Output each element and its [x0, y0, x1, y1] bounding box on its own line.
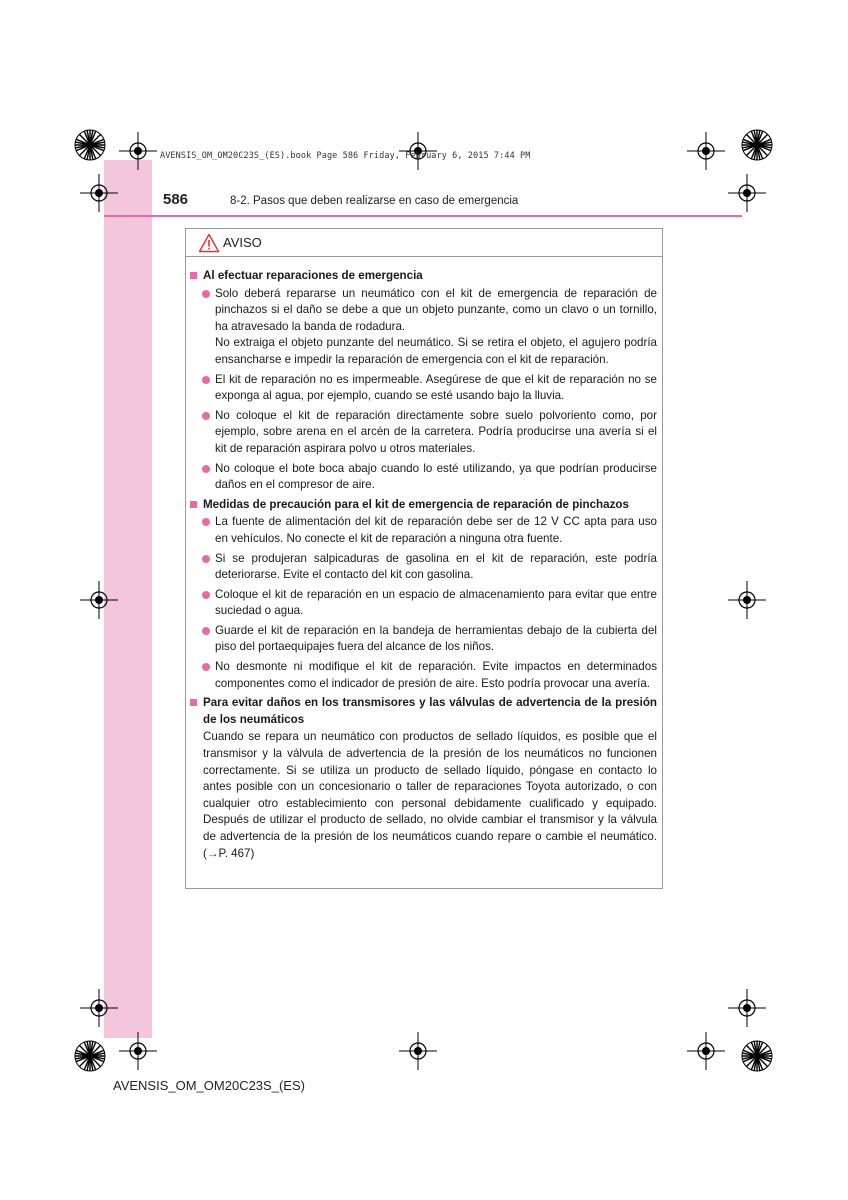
notice-header [186, 229, 662, 257]
circle-bullet-icon [202, 376, 210, 384]
circle-bullet-icon [202, 518, 210, 526]
warning-triangle-icon [198, 233, 220, 253]
square-bullet-icon [190, 272, 197, 279]
header-rule [104, 215, 742, 217]
section-heading: Al efectuar reparaciones de emergencia [190, 268, 657, 285]
square-bullet-icon [190, 501, 197, 508]
circle-bullet-icon [202, 555, 210, 563]
section-paragraph: Cuando se repara un neumático con productos de sellado líquidos, es posible que el transmisor y la válvula de advertencia de la presión de los neumáticos no funcionen correctamente. Si se utiliza un producto de sellado líquido, póngase en contacto lo antes posible con un concesionario o taller de reparaciones Toyota autorizado, o con cualquier otro establecimiento con personal debidamente cualificado y equipado. Después de utilizar el producto de sellado, no olvide cambiar el transmisor y la válvula de advertencia de la presión de los neumáticos cuando repare o cambie el neumático. (→P. 467) [203, 730, 657, 860]
section-title: 8-2. Pasos que deben realizarse en caso de emergencia [230, 195, 519, 207]
color-calibration-circle-icon [737, 125, 777, 165]
registration-mark-icon [727, 988, 767, 1028]
section-heading: Para evitar daños en los transmisores y las válvulas de advertencia de la presión de los neumáticos [190, 695, 657, 728]
notice-body [186, 257, 662, 862]
section-heading: Medidas de precaución para el kit de emergencia de reparación de pinchazos [190, 497, 657, 514]
list-item: Guarde el kit de reparación en la bandeja de herramientas debajo de la cubierta del piso del portaequipajes fuera del alcance de los niños. [190, 623, 657, 656]
list-item: Coloque el kit de reparación en un espacio de almacenamiento para evitar que entre suciedad o agua. [190, 587, 657, 620]
list-item: El kit de reparación no es impermeable. Asegúrese de que el kit de reparación no se exponga al agua, por ejemplo, cuando se esté usando bajo la lluvia. [190, 372, 657, 405]
registration-mark-icon [79, 173, 119, 213]
registration-mark-icon [398, 1031, 438, 1071]
color-calibration-circle-icon [737, 1036, 777, 1076]
registration-mark-icon [727, 580, 767, 620]
registration-mark-icon [686, 131, 726, 171]
circle-bullet-icon [202, 412, 210, 420]
color-calibration-circle-icon [70, 125, 110, 165]
circle-bullet-icon [202, 627, 210, 635]
registration-mark-icon [727, 173, 767, 213]
square-bullet-icon [190, 699, 197, 706]
list-item: No desmonte ni modifique el kit de reparación. Evite impactos en determinados componentes como el indicador de presión de aire. Esto podría provocar una avería. [190, 659, 657, 692]
circle-bullet-icon [202, 663, 210, 671]
circle-bullet-icon [202, 591, 210, 599]
registration-mark-icon [118, 1031, 158, 1071]
list-item: Solo deberá repararse un neumático con el kit de emergencia de reparación de pinchazos si el daño se debe a que un objeto punzante, como un clavo o un tornillo, ha atravesado la banda de rodadura. No extraiga el objeto punzante del neumático. Si se retira el objeto, el agujero podría ensancharse e impedir la reparación de emergencia con el kit de reparación. [190, 286, 657, 369]
list-item: Si se produjeran salpicaduras de gasolina en el kit de reparación, este podría deteriorarse. Evite el contacto del kit con gasolina. [190, 551, 657, 584]
registration-mark-icon [118, 131, 158, 171]
list-item: No coloque el kit de reparación directamente sobre suelo polvoriento como, por ejemplo, sobre arena en el arcén de la carretera. Podría producirse una avería si el kit de reparación aspirara polvo u otros materiales. [190, 408, 657, 458]
page-number: 586 [163, 191, 189, 208]
list-item: No coloque el bote boca abajo cuando lo esté utilizando, ya que podrían producirse daños en el compresor de aire. [190, 461, 657, 494]
circle-bullet-icon [202, 290, 210, 298]
warning-notice-box [185, 228, 663, 889]
notice-label: AVISO [223, 235, 262, 250]
list-item: La fuente de alimentación del kit de reparación debe ser de 12 V CC apta para uso en vehículos. No conecte el kit de reparación a ninguna otra fuente. [190, 514, 657, 547]
registration-mark-icon [79, 580, 119, 620]
circle-bullet-icon [202, 465, 210, 473]
book-info-line: AVENSIS_OM_OM20C23S_(ES).book Page 586 Friday, February 6, 2015 7:44 PM [160, 151, 531, 161]
registration-mark-icon [686, 1031, 726, 1071]
color-calibration-circle-icon [70, 1036, 110, 1076]
registration-mark-icon [79, 988, 119, 1028]
document-code: AVENSIS_OM_OM20C23S_(ES) [113, 1078, 305, 1093]
